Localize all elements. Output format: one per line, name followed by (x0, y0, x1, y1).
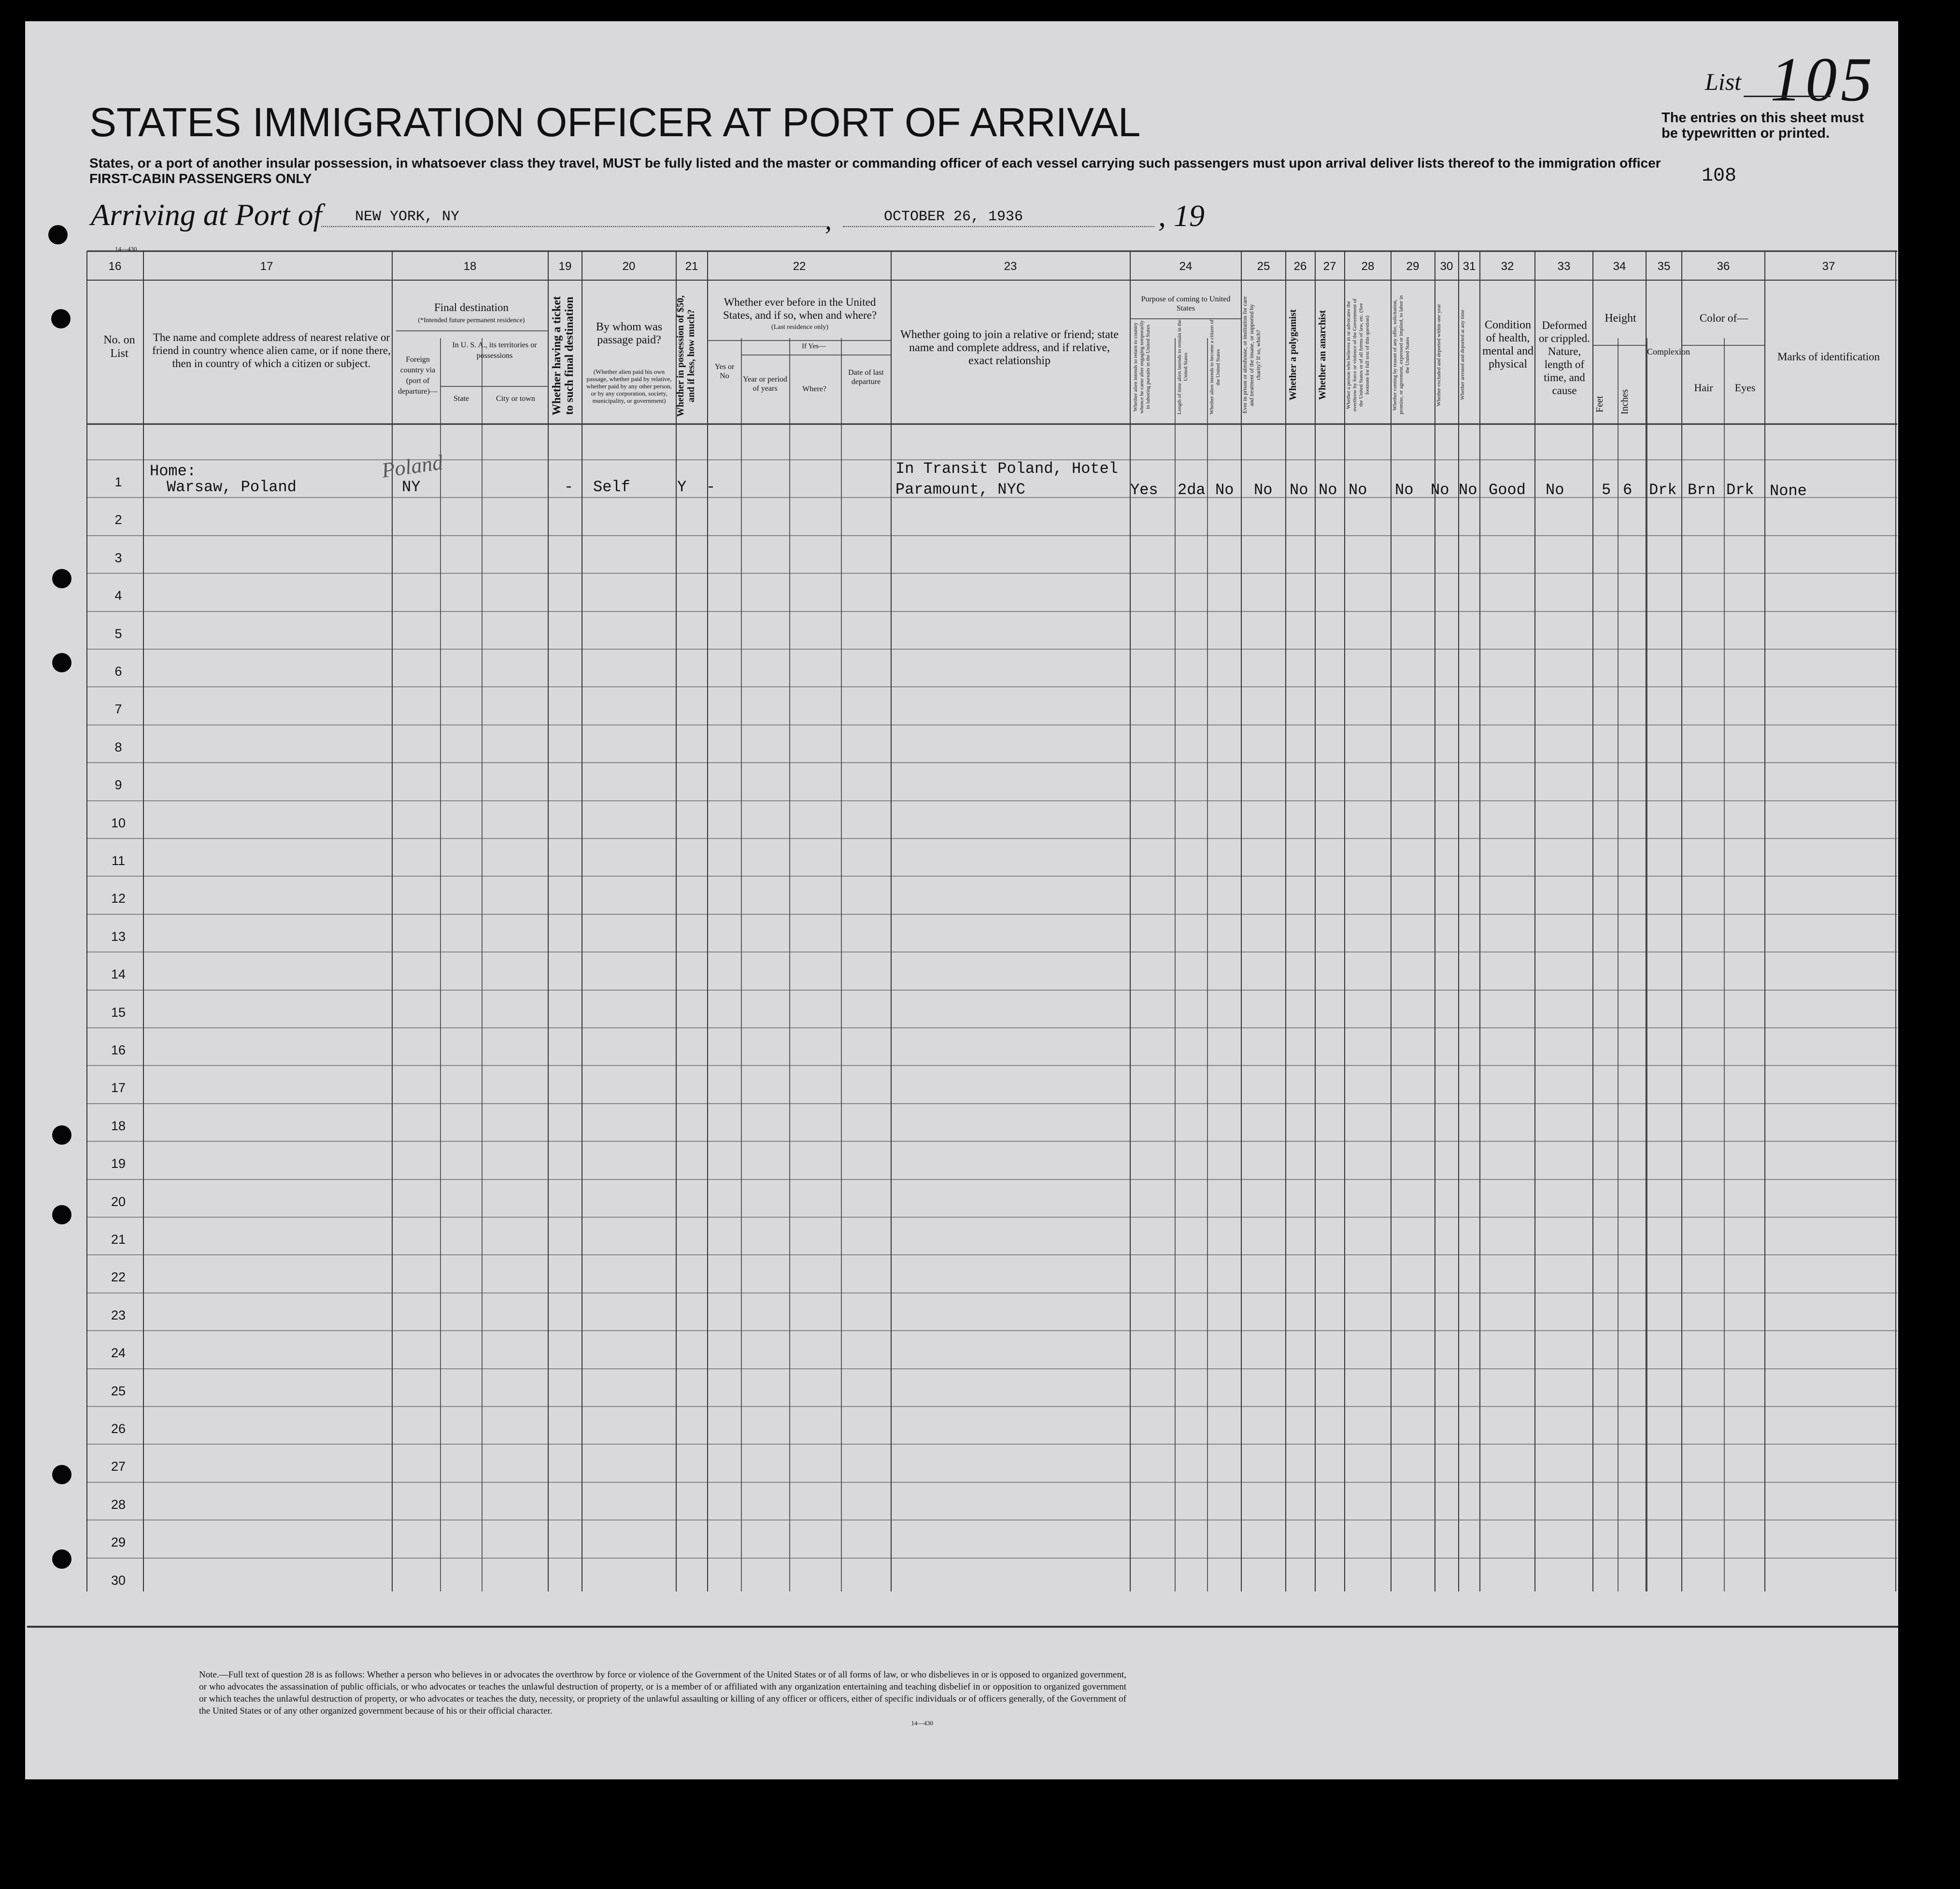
arriving-label: Arriving at Port of (91, 198, 322, 232)
header-passage-paid: By whom was passage paid? (596, 321, 663, 346)
row-number: 26 (111, 1421, 126, 1436)
column-number: 27 (1323, 260, 1336, 273)
punch-hole (52, 1465, 71, 1484)
row-number: 15 (111, 1005, 126, 1020)
header-marks: Marks of identification (1777, 351, 1880, 363)
complexion-value: Drk (1649, 481, 1677, 499)
entries-note (1662, 110, 1864, 141)
entries-note-line: The entries on this sheet must (1662, 110, 1864, 126)
hair-value: Brn (1688, 481, 1716, 499)
port-dotted-line (321, 226, 828, 227)
header-no-on-list: No. on List (103, 334, 135, 360)
height-inches-value: 6 (1623, 481, 1633, 499)
passage-value: Self (593, 478, 630, 496)
column-number: 23 (1004, 260, 1017, 273)
polygamist-value: No (1290, 481, 1308, 499)
footnote (199, 1669, 1126, 1729)
q30-value: No (1431, 481, 1449, 499)
header-foreign-country: Foreign country via (port of departure)— (398, 355, 438, 396)
arrival-date: OCTOBER 26, 1936 (884, 209, 1023, 225)
handwritten-annotation: Poland (380, 450, 444, 483)
footnote-text: Note.—Full text of question 28 is as follows: Whether a person who believes in or advocates the overthrow by force or violence of the Government of the United States or of all forms of law, or who disbelieves in or is opposed to organized government, or who advocates the assassination of public officials, or who advocates or teaches the unlawful destruction of property, or is a member of or affiliated with any organization entertaining and teaching disbelief in or opposition to organized government or which teaches the unlawful destruction of property, or who advocates or teaches the duty, necessity, or propriety of the unlawful assaulting or killing of any officer or officers, either of specific individuals or of officers generally, of the Government of the United States or of any other organized government because of his or their official character. (199, 1670, 1126, 1716)
entries-note-line: be typewritten or printed. (1662, 126, 1830, 141)
row-number: 3 (114, 551, 122, 565)
ever-before-value: - (706, 478, 716, 496)
row-number: 5 (114, 626, 122, 641)
list-label: List (1705, 68, 1742, 95)
year-prefix-value: 19 (1174, 199, 1205, 233)
row-number: 8 (114, 740, 122, 754)
header-purpose-return: Whether alien intends to return to country whence he came after engaging temporarily in laboring pursuits in the United States (1133, 320, 1151, 414)
column-number: 20 (622, 260, 636, 273)
column-number: 26 (1293, 260, 1307, 273)
anarchist-value: No (1319, 481, 1337, 499)
row-number: 29 (111, 1535, 126, 1549)
header-polygamist: Whether a polygamist (1288, 309, 1298, 401)
header-last-residence: (Last residence only) (771, 324, 829, 331)
health-value: Good (1489, 481, 1526, 499)
row-number: 6 (114, 664, 122, 679)
row-number: 27 (111, 1459, 126, 1474)
punch-hole (52, 569, 71, 588)
header-if-yes: If Yes— (801, 342, 826, 350)
header-final-destination-note: (*Intended future permanent residence) (418, 317, 525, 324)
lead-text-line: States, or a port of another insular possession, in whatsoever class they travel, MUST be fully listed and the master or commanding officer of each vessel carrying such passengers must upon arrival deliver lists thereof to the immigration officer (89, 156, 1661, 170)
q28-value: No (1349, 481, 1367, 499)
column-number: 35 (1657, 260, 1671, 273)
list-number: 105 (1770, 45, 1876, 114)
punch-hole (48, 225, 68, 244)
foreign-country-value: NY (402, 478, 421, 496)
row-number: 17 (111, 1080, 126, 1095)
column-number: 25 (1257, 260, 1270, 273)
form-number: 108 (1702, 165, 1737, 187)
join-relative-line: Paramount, NYC (895, 481, 1025, 498)
eyes-value: Drk (1726, 481, 1754, 499)
header-height: Height (1605, 312, 1636, 325)
row-number: 21 (111, 1232, 126, 1247)
header-deformed: Deformed or crippled. Nature, length of time, and cause (1538, 319, 1590, 397)
header-q30: Whether excluded and deported within one year (1436, 304, 1442, 406)
marks-value: None (1770, 482, 1807, 500)
row-number: 28 (111, 1497, 126, 1512)
column-number: 17 (260, 260, 273, 273)
header-state: State (454, 395, 469, 403)
column-number: 22 (793, 260, 806, 273)
header-inches: Inches (1619, 389, 1630, 415)
header-feet: Feet (1594, 396, 1605, 413)
footnote-code: 14—430 (911, 1719, 933, 1727)
row-number: 14 (111, 967, 126, 981)
column-number: 33 (1557, 260, 1571, 273)
header-anarchist: Whether an anarchist (1317, 310, 1328, 400)
row-number: 24 (111, 1346, 126, 1360)
header-possession-50: Whether in possession of $50, and if less, how much? (675, 295, 696, 417)
header-join-relative: Whether going to join a relative or friend; state name and complete address, and if relative, exact relationship (900, 328, 1119, 367)
column-number: 36 (1717, 260, 1730, 273)
column-number: 34 (1613, 260, 1626, 273)
column-number: 31 (1463, 260, 1476, 273)
row-number: 12 (111, 891, 126, 906)
year-prefix: , 19 (1158, 199, 1205, 233)
header-passage-paid-note: (Whether alien paid his own passage, whether paid by relative, whether paid by any other person, or by any corporation, society, municipality, or government) (586, 368, 672, 404)
header-relative-address: The name and complete address of nearest relative or friend in country whence alien came, or if none there, then in country of which a citizen or subject. (152, 331, 391, 369)
length-stay-value: 2da (1178, 481, 1206, 499)
column-number: 16 (108, 260, 122, 273)
row-number: 18 (111, 1119, 126, 1133)
row-number: 10 (111, 816, 126, 830)
column-number: 24 (1179, 260, 1193, 273)
citizen-value: No (1215, 481, 1234, 499)
header-q29: Whether coming by reason of any offer, solicitation, promise, or agreement, expressed or implied, to labor in the United States (1392, 295, 1410, 415)
row-number: 22 (111, 1270, 126, 1284)
ticket-value: - (564, 478, 574, 496)
punch-hole (52, 1549, 71, 1569)
column-number: 19 (558, 260, 572, 273)
header-purpose-length: Length of time alien intends to remain in the United States (1177, 319, 1189, 415)
punch-hole (52, 1205, 71, 1224)
row-number: 11 (111, 853, 126, 868)
column-number: 37 (1822, 260, 1835, 273)
form-code: 14—430 (115, 245, 137, 253)
relative-address-line: Home: (150, 462, 197, 480)
header-date-last-departure: Date of last departure (848, 369, 884, 386)
header-purpose: Purpose of coming to United States (1141, 295, 1231, 312)
column-number: 18 (463, 260, 477, 273)
return-value: Yes (1130, 481, 1158, 499)
join-relative-line: In Transit Poland, Hotel (895, 460, 1118, 478)
row-number: 1 (114, 475, 122, 489)
header-color-of: Color of— (1699, 312, 1748, 324)
row-number: 20 (111, 1194, 126, 1209)
column-number: 30 (1440, 260, 1453, 273)
possession-value: Y (677, 478, 687, 496)
arrival-port: NEW YORK, NY (355, 209, 460, 225)
row-number: 30 (111, 1573, 126, 1588)
list-underline (1744, 96, 1831, 97)
punch-hole (52, 1125, 71, 1145)
header-hair: Hair (1694, 382, 1713, 394)
page-title: STATES IMMIGRATION OFFICER AT PORT OF ARRIVAL (89, 99, 1141, 145)
header-prison: Ever in prison or almshouse, or institution for care and treatment of the insane, or supported by charity? If so, which? (1241, 296, 1262, 414)
punch-hole (51, 309, 71, 328)
lead-text (89, 156, 1661, 186)
q29-value: No (1395, 481, 1414, 499)
header-q31: Whether arrested and deported at any time (1460, 310, 1465, 400)
q31-value: No (1459, 481, 1477, 499)
column-number: 21 (685, 260, 698, 273)
height-feet-value: 5 (1602, 481, 1611, 499)
header-in-usa: In U. S. A., its territories or possessions (452, 341, 537, 360)
header-final-destination: Final destination (434, 301, 509, 313)
header-yes-no: Yes or No (714, 363, 735, 380)
punch-hole (52, 653, 71, 672)
row-number: 23 (111, 1308, 126, 1322)
row-number: 9 (114, 778, 122, 792)
date-dotted-line (843, 226, 1154, 227)
relative-address-line: Warsaw, Poland (167, 478, 297, 496)
row-number: 2 (114, 512, 122, 527)
header-health: Condition of health, mental and physical (1482, 319, 1534, 370)
row-number: 16 (111, 1043, 126, 1057)
row-number: 25 (111, 1384, 126, 1398)
header-city: City or town (496, 395, 535, 403)
header-purpose-citizen: Whether alien intends to become a citizen of the United States (1209, 319, 1221, 415)
header-ever-before: Whether ever before in the United States, and if so, when and where? (723, 296, 877, 321)
column-number: 29 (1406, 260, 1420, 273)
prison-value: No (1254, 481, 1273, 499)
row-number: 13 (111, 929, 126, 944)
deformed-value: No (1546, 481, 1564, 499)
comma: , (825, 206, 832, 236)
column-number: 28 (1361, 260, 1375, 273)
header-eyes: Eyes (1734, 382, 1756, 394)
column-number: 32 (1501, 260, 1514, 273)
row-number: 7 (114, 702, 122, 716)
header-where: Where? (802, 385, 826, 393)
header-ticket: Whether having a ticket to such final destination (551, 296, 576, 416)
row-number: 19 (111, 1156, 126, 1171)
header-q28: Whether a person who believes in or advocates the overthrow by force or violence of the Government of the United States or of all forms of law, etc. (See footnote for full text of this question) (1346, 298, 1370, 412)
row-number: 4 (114, 588, 122, 603)
lead-text-line: FIRST-CABIN PASSENGERS ONLY (89, 171, 312, 186)
header-complexion: Complexion (1647, 347, 1690, 356)
header-year-period: Year or period of years (743, 375, 787, 393)
